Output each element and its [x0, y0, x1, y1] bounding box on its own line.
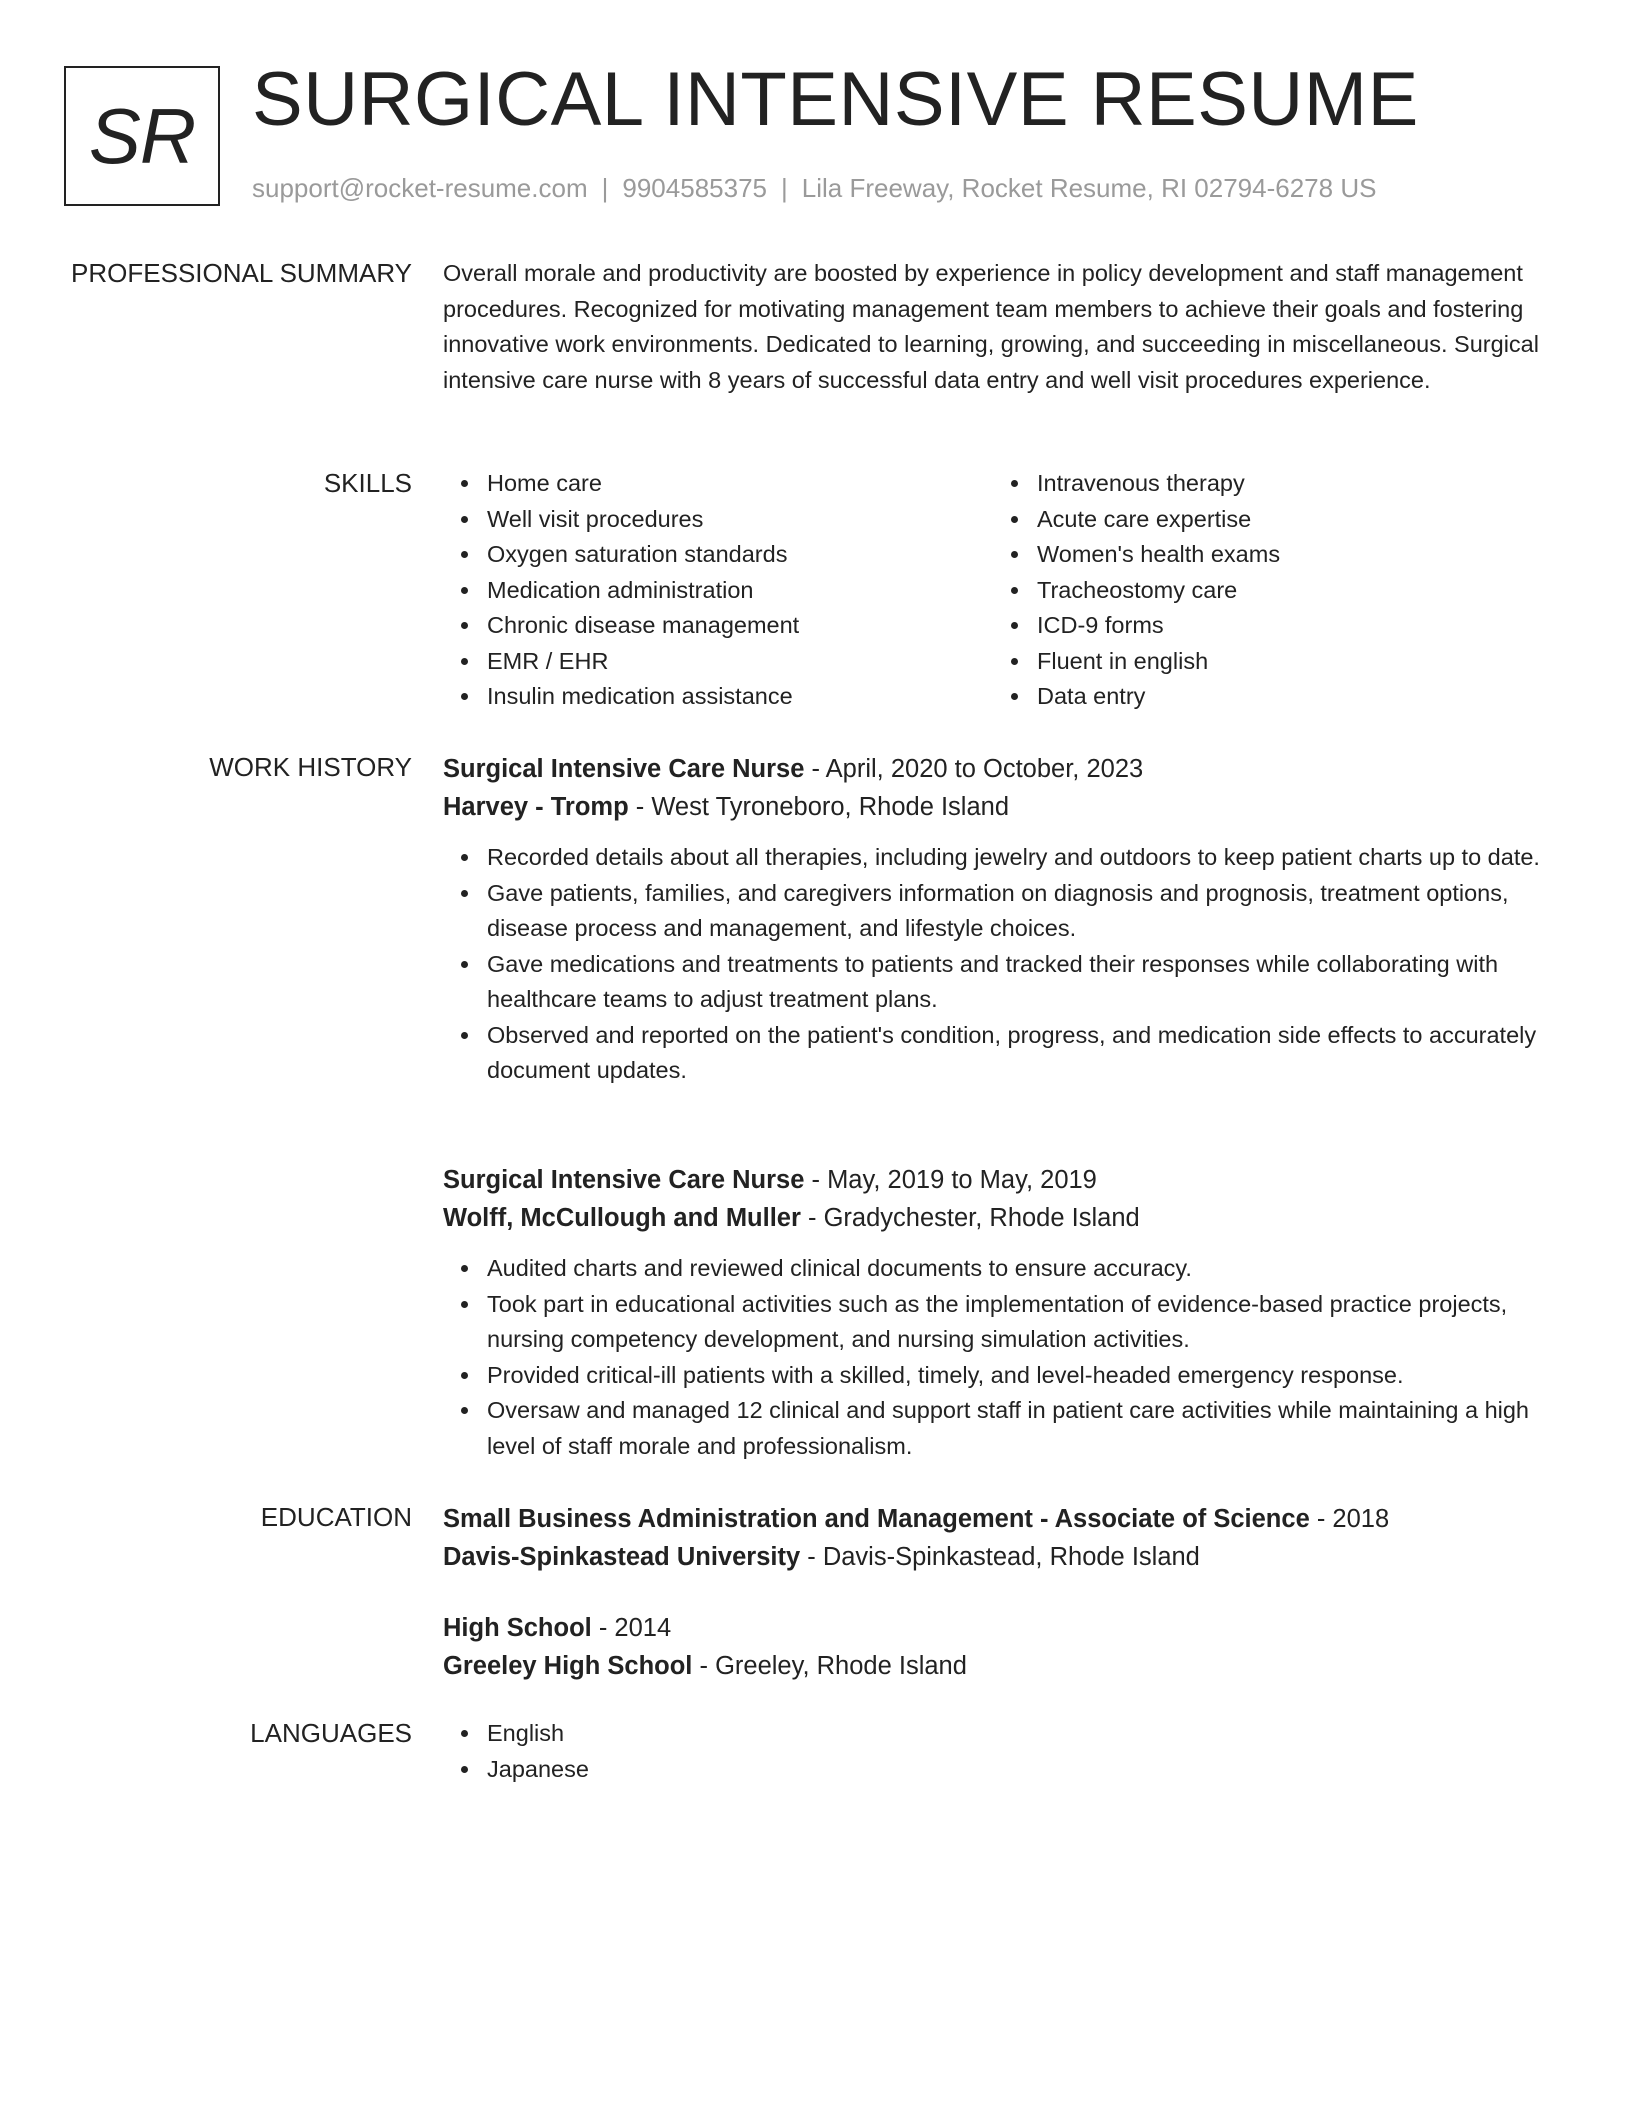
- job-bullet: Recorded details about all therapies, including jewelry and outdoors to keep patient charts up to date.: [487, 840, 1543, 876]
- education-location: - Davis-Spinkastead, Rhode Island: [800, 1543, 1200, 1571]
- job-title-line: [443, 1161, 1543, 1199]
- resume-title: SURGICAL INTENSIVE RESUME: [252, 57, 1419, 142]
- job-employer-line: [443, 1199, 1543, 1237]
- skills-list-left: [443, 466, 993, 715]
- skill-item: Women's health exams: [1037, 537, 1543, 573]
- education-degree-line: [443, 1609, 1543, 1647]
- education-degree: Small Business Administration and Management - Associate of Science: [443, 1505, 1310, 1533]
- contact-line: [252, 170, 1376, 206]
- skill-item: Fluent in english: [1037, 644, 1543, 680]
- education-year: - 2018: [1309, 1505, 1390, 1533]
- contact-phone: 9904585375: [622, 173, 767, 203]
- job-title-line: [443, 750, 1543, 788]
- education-year: - 2014: [591, 1614, 672, 1642]
- education-school: Davis-Spinkastead University: [443, 1543, 801, 1571]
- skill-item: Data entry: [1037, 679, 1543, 715]
- job-employer: Harvey - Tromp: [443, 793, 629, 821]
- contact-address: Lila Freeway, Rocket Resume, RI 02794-6278 US: [801, 173, 1377, 203]
- skill-item: Medication administration: [487, 573, 993, 609]
- job-bullet: Gave patients, families, and caregivers information on diagnosis and prognosis, treatment options, disease process and management, and lifestyle choices.: [487, 876, 1543, 947]
- contact-separator: |: [781, 173, 788, 203]
- job-role: Surgical Intensive Care Nurse: [443, 755, 805, 783]
- section-title-work: WORK HISTORY: [209, 752, 412, 782]
- job-location: - West Tyroneboro, Rhode Island: [628, 793, 1010, 821]
- contact-separator: |: [601, 173, 609, 203]
- monogram-logo: SR: [64, 66, 220, 206]
- skill-item: Insulin medication assistance: [487, 679, 993, 715]
- education-entry: [443, 1500, 1543, 1576]
- education-degree-line: [443, 1500, 1543, 1538]
- skills-body: [443, 466, 1543, 715]
- job-bullet: Provided critical-ill patients with a skilled, timely, and level-headed emergency response.: [487, 1358, 1543, 1394]
- language-item: Japanese: [487, 1752, 1543, 1788]
- skill-item: EMR / EHR: [487, 644, 993, 680]
- skill-item: Well visit procedures: [487, 502, 993, 538]
- job-dates: - May, 2019 to May, 2019: [804, 1166, 1097, 1194]
- skill-item: Tracheostomy care: [1037, 573, 1543, 609]
- job-bullet: Audited charts and reviewed clinical documents to ensure accuracy.: [487, 1251, 1543, 1287]
- job-dates: - April, 2020 to October, 2023: [804, 755, 1144, 783]
- summary-body: [443, 256, 1543, 398]
- education-school-line: [443, 1538, 1543, 1576]
- job-bullets: [443, 840, 1543, 1089]
- section-title-languages: LANGUAGES: [250, 1718, 412, 1748]
- job-role: Surgical Intensive Care Nurse: [443, 1166, 805, 1194]
- job-bullet: Gave medications and treatments to patients and tracked their responses while collaborating with healthcare teams to adjust treatment plans.: [487, 947, 1543, 1018]
- job-entry: [443, 750, 1543, 1089]
- skill-item: Intravenous therapy: [1037, 466, 1543, 502]
- job-location: - Gradychester, Rhode Island: [800, 1204, 1140, 1232]
- job-employer-line: [443, 788, 1543, 826]
- education-location: - Greeley, Rhode Island: [692, 1652, 967, 1680]
- summary-text: Overall morale and productivity are boosted by experience in policy development and staff management procedures. Recognized for motivating management team members to achieve their goals and fostering innovative work environments. Dedicated to learning, growing, and succeeding in miscellaneous. Surgical intensive care nurse with 8 years of successful data entry and well visit procedures experience.: [443, 260, 1539, 393]
- languages-body: [443, 1716, 1543, 1787]
- languages-list: [443, 1716, 1543, 1787]
- section-title-education: EDUCATION: [260, 1502, 412, 1532]
- job-bullet: Observed and reported on the patient's condition, progress, and medication side effects to accurately document updates.: [487, 1018, 1543, 1089]
- language-item: English: [487, 1716, 1543, 1752]
- education-school-line: [443, 1647, 1543, 1685]
- section-title-summary: PROFESSIONAL SUMMARY: [71, 258, 412, 288]
- skill-item: Home care: [487, 466, 993, 502]
- skill-item: Acute care expertise: [1037, 502, 1543, 538]
- skills-list-right: [993, 466, 1543, 715]
- job-bullets: [443, 1251, 1543, 1464]
- job-bullet: Oversaw and managed 12 clinical and support staff in patient care activities while maintaining a high level of staff morale and professionalism.: [487, 1393, 1543, 1464]
- job-employer: Wolff, McCullough and Muller: [443, 1204, 801, 1232]
- education-entry: [443, 1609, 1543, 1685]
- education-degree: High School: [443, 1614, 592, 1642]
- skill-item: Chronic disease management: [487, 608, 993, 644]
- skill-item: ICD-9 forms: [1037, 608, 1543, 644]
- job-entry: [443, 1161, 1543, 1464]
- education-school: Greeley High School: [443, 1652, 693, 1680]
- contact-email: support@rocket-resume.com: [252, 173, 588, 203]
- section-title-skills: SKILLS: [323, 468, 412, 498]
- skill-item: Oxygen saturation standards: [487, 537, 993, 573]
- job-bullet: Took part in educational activities such as the implementation of evidence-based practice projects, nursing competency development, and nursing simulation activities.: [487, 1287, 1543, 1358]
